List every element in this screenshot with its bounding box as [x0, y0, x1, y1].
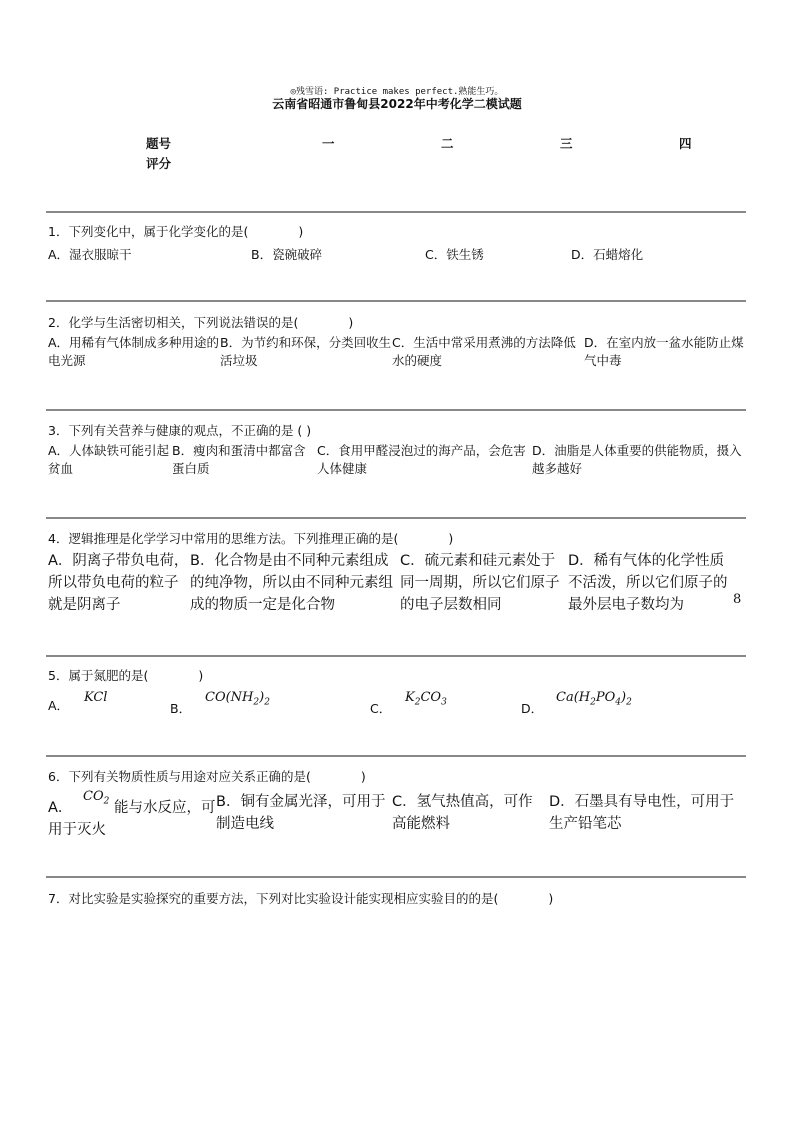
option-d: D．在室内放一盆水能防止煤气中毒: [584, 335, 744, 368]
score-col-2: 二: [441, 136, 454, 151]
option-d-number: 8: [733, 592, 742, 607]
divider: [46, 655, 746, 657]
divider: [46, 876, 746, 878]
question-stem: 4．逻辑推理是化学学习中常用的思维方法。下列推理正确的是( ): [48, 531, 454, 546]
option-b: B．化合物是由不同种元素组成的纯净物，所以由不同种元素组成的物质一定是化合物: [190, 553, 393, 613]
option-d: D．石墨具有导电性，可用于生产铅笔芯: [549, 794, 735, 832]
option-a-text: 能与水反应，可用于灭火: [48, 800, 216, 838]
option-c: C．生活中常采用煮沸的方法降低水的硬度: [392, 335, 576, 368]
formula-potassium-carbonate: $K_2CO_3$: [405, 690, 447, 708]
option-b: B．: [170, 701, 192, 716]
divider: [46, 409, 746, 411]
option-a: A．阴离子带负电荷，所以带负电荷的粒子就是阴离子: [48, 553, 189, 613]
option-d: D．油脂是人体重要的供能物质，摄入越多越好: [532, 443, 742, 476]
option-b: B．瓷碗破碎: [251, 247, 323, 262]
score-col-3: 三: [560, 136, 573, 151]
score-col-1: 一: [322, 136, 335, 151]
option-c: C．氢气热值高，可作高能燃料: [392, 794, 533, 832]
question-stem: 6．下列有关物质性质与用途对应关系正确的是( ): [48, 769, 366, 784]
formula-carbon-dioxide: $CO_2$: [83, 789, 110, 807]
option-a: A．: [48, 698, 70, 713]
option-a: A．人体缺铁可能引起贫血: [48, 443, 170, 476]
question-stem: 2．化学与生活密切相关，下列说法错误的是( ): [48, 315, 354, 330]
option-a: A．用稀有气体制成多种用途的电光源: [48, 335, 220, 368]
score-row-label-question-no: 题号: [146, 136, 172, 151]
option-b: B．铜有金属光泽，可用于制造电线: [216, 794, 386, 832]
option-b: B．为节约和环保，分类回收生活垃圾: [220, 335, 392, 368]
option-a: A．湿衣服晾干: [48, 247, 132, 262]
question-stem: 5．属于氮肥的是( ): [48, 668, 204, 683]
option-c: C．硫元素和硅元素处于同一周期，所以它们原子的电子层数相同: [400, 553, 560, 613]
header-note: ◎残雪语: Practice makes perfect.熟能生巧。: [290, 87, 504, 97]
formula-kcl: KCl: [84, 690, 108, 705]
formula-urea: $CO(NH_2)_2$: [205, 690, 270, 708]
option-c: C．食用甲醛浸泡过的海产品，会危害人体健康: [317, 443, 526, 476]
divider: [46, 211, 746, 213]
formula-calcium-dihydrogen-phosphate: $Ca(H_2PO_4)_2$: [556, 690, 632, 708]
option-d: D．稀有气体的化学性质不活泼，所以它们原子的最外层电子数均为: [568, 553, 728, 613]
page-title: 云南省昭通市鲁甸县2022年中考化学二模试题: [272, 97, 522, 111]
option-c: C．: [370, 701, 392, 716]
question-stem: 7．对比实验是实验探究的重要方法，下列对比实验设计能实现相应实验目的的是( ): [48, 891, 554, 906]
option-c: C．铁生锈: [425, 247, 484, 262]
question-stem: 3．下列有关营养与健康的观点，不正确的是 ( ): [48, 423, 312, 438]
option-d: D．: [521, 701, 544, 716]
option-a: [48, 789, 218, 837]
option-d: D．石蜡熔化: [571, 247, 644, 262]
question-stem: 1．下列变化中，属于化学变化的是( ): [48, 224, 304, 239]
score-row-label-score: 评分: [146, 156, 172, 171]
divider: [46, 755, 746, 757]
option-a-marker: A．: [48, 800, 73, 816]
divider: [46, 517, 746, 519]
score-col-4: 四: [679, 136, 692, 151]
divider: [46, 300, 746, 302]
option-b: B．瘦肉和蛋清中都富含蛋白质: [172, 443, 306, 476]
